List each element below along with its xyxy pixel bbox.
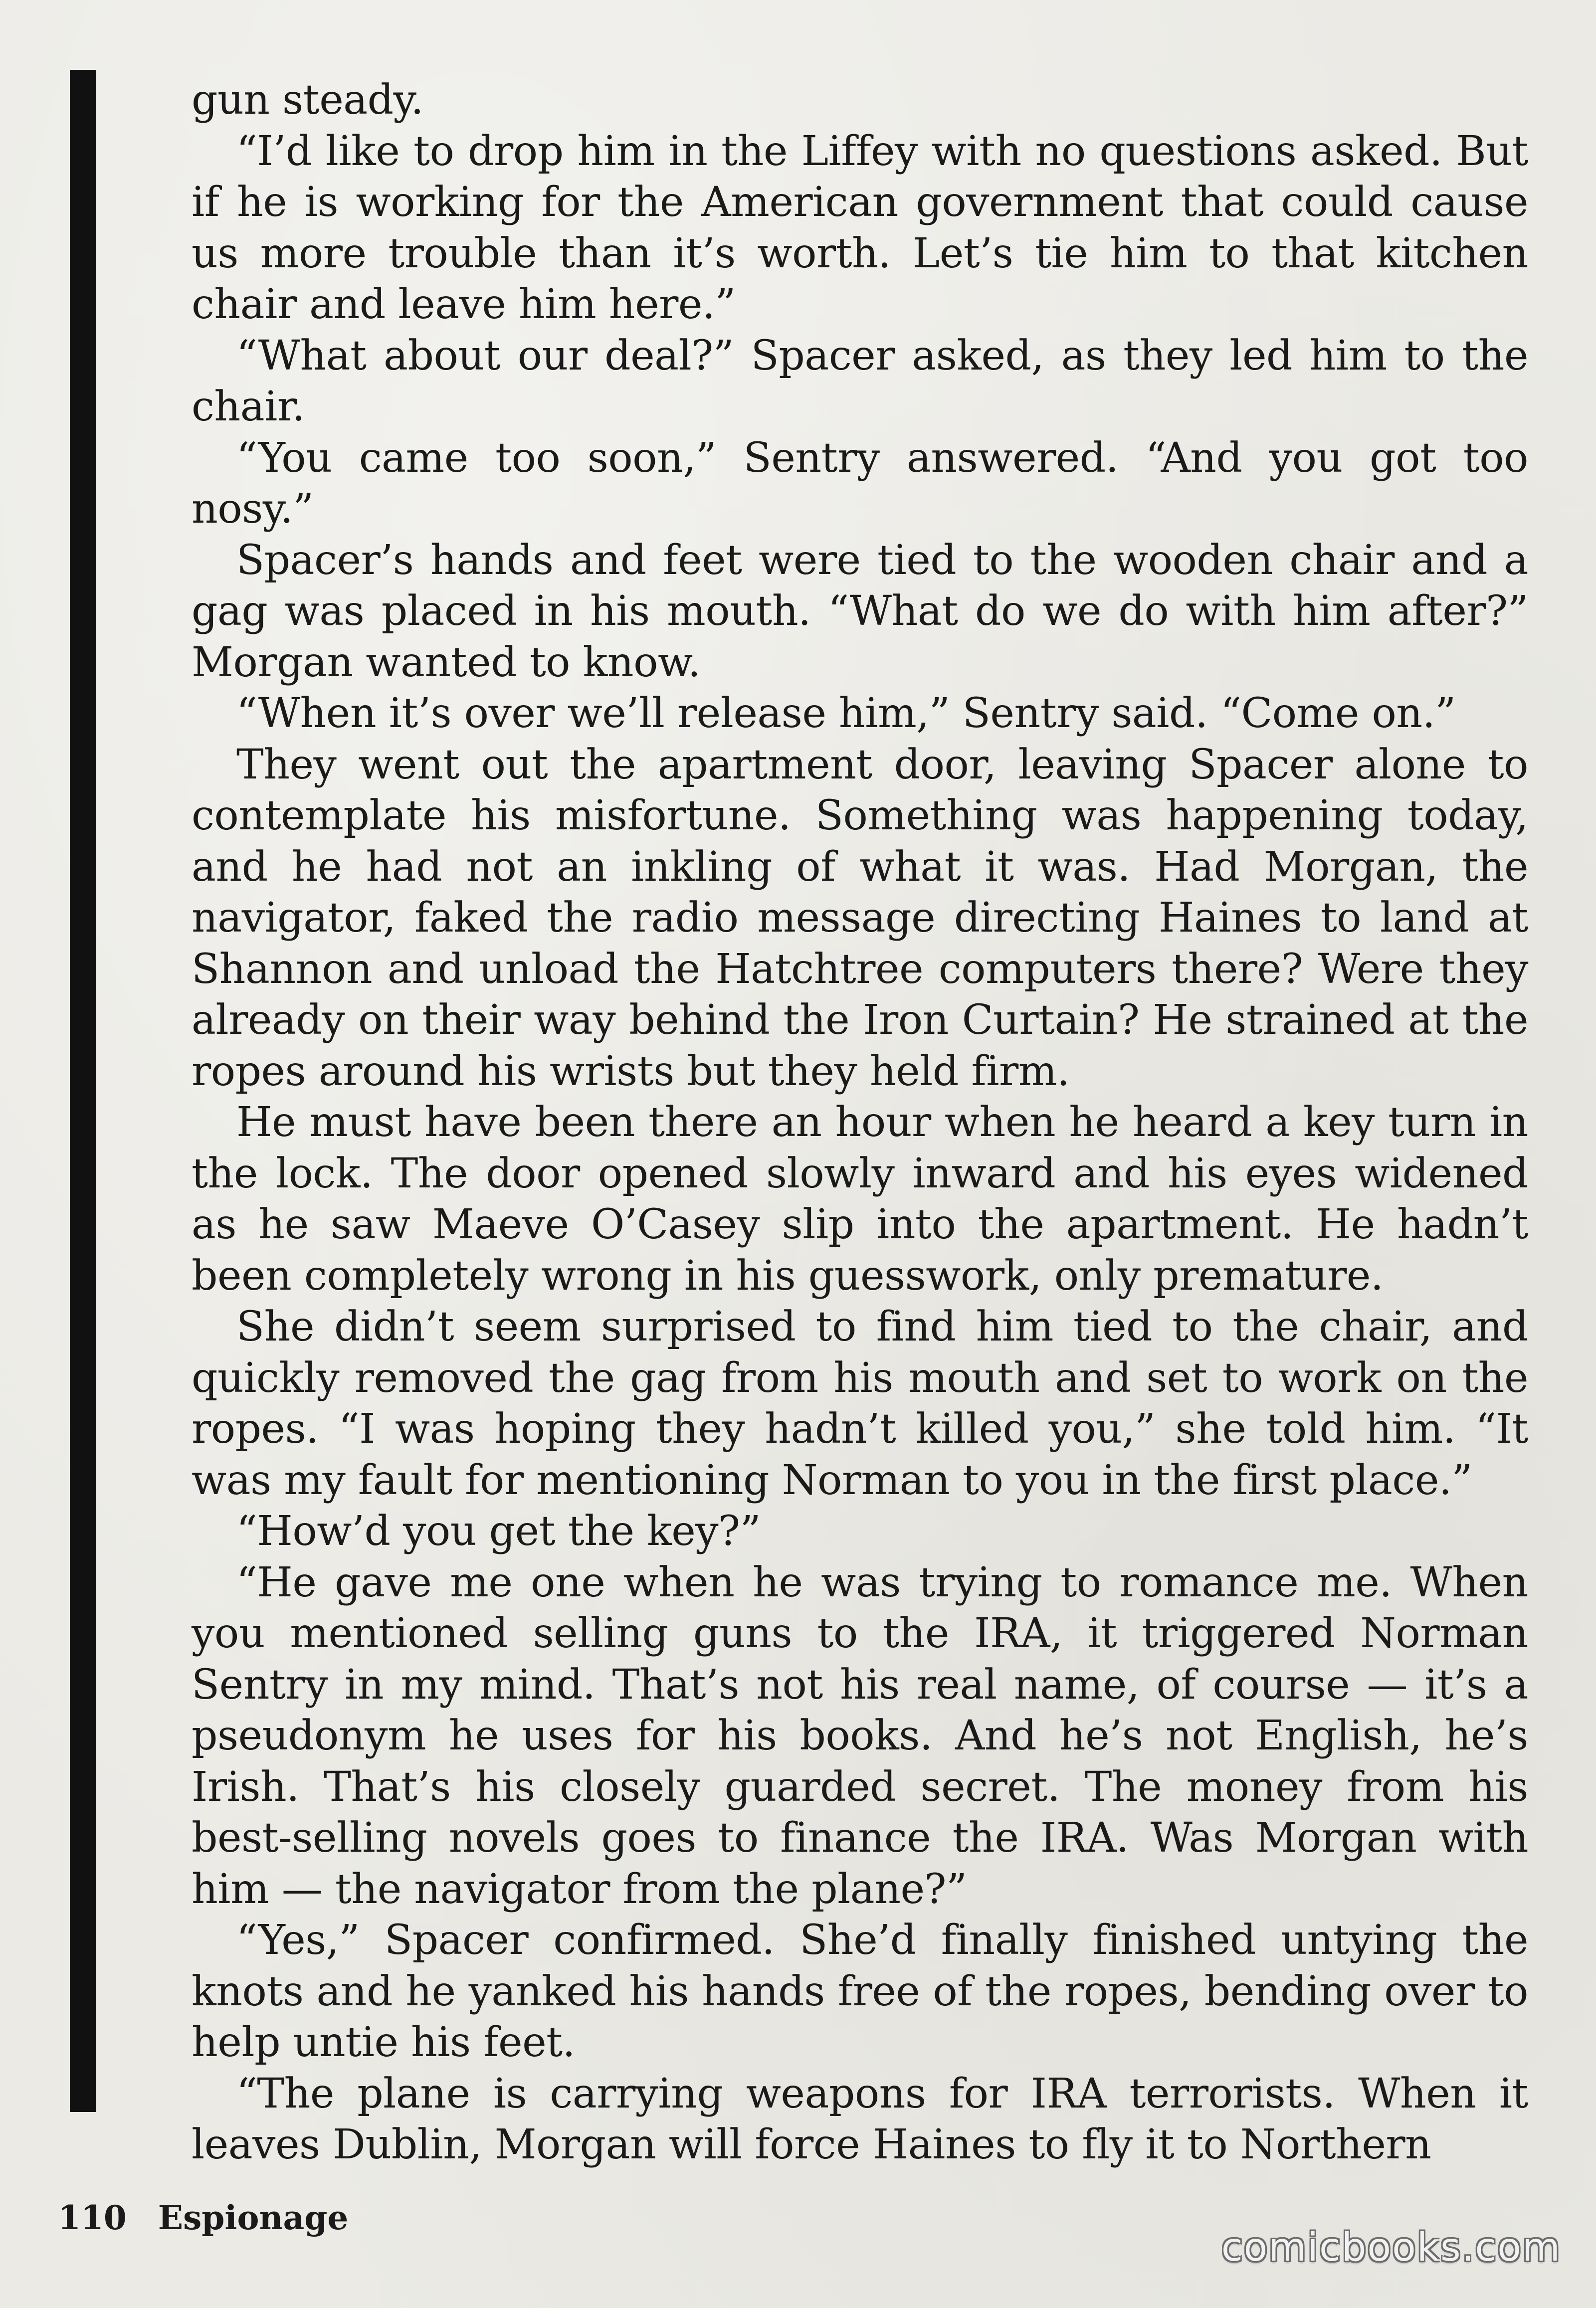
paragraph: She didn’t seem surprised to find him tied to the chair, and quickly removed the gag from his mouth and set to work on the ropes. “I was hoping they hadn’t killed you,” she told him. “It was my fault for mentioning Norman to you in the first place.” [192, 1303, 1528, 1504]
paragraph: They went out the apartment door, leaving Spacer alone to contemplate his misfortune. Something was happening today, and he had not an inkling of what it was. Had Morgan, the navigator, faked the radio message directing Haines to land at Shannon and unload the Hatchtree computers there? Were they already on their way behind the Iron Curtain? He strained at the ropes around his wrists but they held firm. [192, 741, 1528, 1095]
paragraph: “When it’s over we’ll release him,” Sentry said. “Come on.” [236, 690, 1456, 737]
vertical-rule [70, 70, 96, 2112]
paragraph: “What about our deal?” Spacer asked, as they led him to the chair. [192, 332, 1528, 430]
paragraph: He must have been there an hour when he heard a key turn in the lock. The door opened slowly inward and his eyes widened as he saw Maeve O’Casey slip into the apartment. He hadn’t been completely wrong in his guesswork, only premature. [192, 1099, 1528, 1300]
magazine-title: Espionage [158, 2198, 349, 2237]
paragraph: Spacer’s hands and feet were tied to the wooden chair and a gag was placed in his mouth. “What do we do with him after?” Morgan wanted to know. [192, 536, 1528, 686]
story-text [192, 75, 1528, 2171]
paragraph: “He gave me one when he was trying to romance me. When you mentioned selling guns to the IRA, it triggered Norman Sentry in my mind. That’s not his real name, of course — it’s a pseudonym he uses for his books. And he’s not English, he’s Irish. That’s his closely guarded secret. The money from his best-selling novels goes to finance the IRA. Was Morgan with him — the navigator from the plane?” [192, 1558, 1528, 1913]
paragraph: “Yes,” Spacer confirmed. She’d finally finished untying the knots and he yanked his hands free of the ropes, bending over to help untie his feet. [192, 1917, 1528, 2066]
page-footer [58, 2198, 348, 2237]
paragraph: “I’d like to drop him in the Liffey with no questions asked. But if he is working for the American government that could cause us more trouble than it’s worth. Let’s tie him to that kitchen chair and leave him here.” [192, 127, 1528, 328]
paragraph: “You came too soon,” Sentry answered. “And you got too nosy.” [192, 434, 1528, 533]
page-number: 110 [58, 2198, 127, 2237]
paragraph: gun steady. [192, 76, 424, 124]
paragraph: “How’d you get the key?” [236, 1508, 761, 1555]
watermark: comicbooks.com [1221, 2225, 1561, 2270]
paragraph: “The plane is carrying weapons for IRA terrorists. When it leaves Dublin, Morgan will force Haines to fly it to Northern [192, 2070, 1528, 2168]
